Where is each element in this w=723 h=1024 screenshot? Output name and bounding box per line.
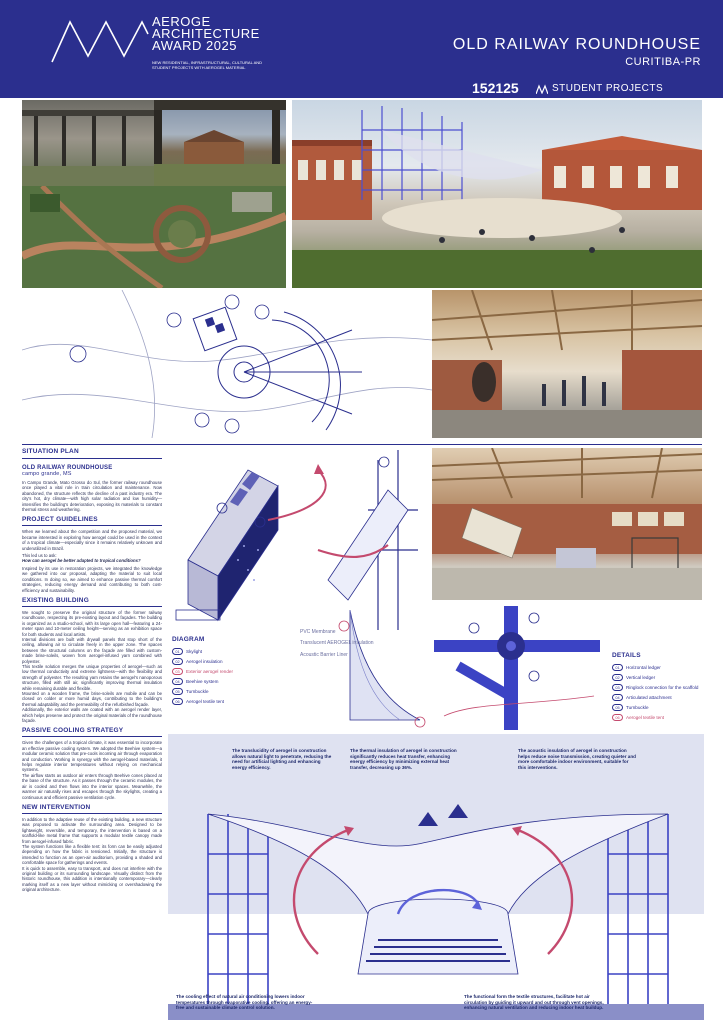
diagram-legend xyxy=(172,636,282,706)
layer-label-aerogel: Translucent AEROGEL insulation xyxy=(300,640,374,647)
axonometric-diagram xyxy=(168,450,428,635)
photo-aerial-site xyxy=(22,186,286,288)
situation-title: OLD RAILWAY ROUNDHOUSE xyxy=(22,465,113,471)
heading-rule xyxy=(22,813,162,814)
legend-item xyxy=(172,676,282,686)
existing-paragraph-4: Mounted on a wooden frame, the brise-soleils are mobile and can be closed on colder or more humid days, contributing to the building's thermal adaptability and the permeability of the refurbished façade. xyxy=(22,691,162,707)
legend-item xyxy=(172,666,282,676)
existing-paragraph-1: We sought to preserve the original structure of the former railway roundhouse, respecting its pre-existing layout and façades. The building is organized as a studio-school, with its large open hall—featuring a 24-meter span and 10-meter ceiling height—serving as an exhibition space for both students and local artists. xyxy=(22,609,162,637)
heading-rule xyxy=(22,736,162,737)
diagram-list xyxy=(172,646,282,706)
guidelines-paragraph-1: When we learned about the competition and the proposed material, we became interested in exploring how aerogel could be used in the context of a tropical climate—especially since it remains relatively unknown and underutilized in Brazil. xyxy=(22,529,162,551)
category-logo-icon xyxy=(536,84,548,94)
legend-number-badge: 04 xyxy=(172,678,183,685)
render-interior-exhibition xyxy=(432,448,702,600)
heading-rule xyxy=(22,525,162,526)
situation-subtitle: campo grande, MS xyxy=(22,471,72,477)
guidelines-question-lead: This led us to ask: xyxy=(22,553,57,559)
guidelines-question: How can aerogel be better adapted to tropical conditions? xyxy=(22,558,141,564)
scaffold-node-detail xyxy=(434,606,600,730)
callout-acoustic: The acoustic insulation of aerogel in construction helps reduce noise transmission, creating quieter and more comfortable indoor environment, suitable for this interventions. xyxy=(518,748,636,770)
legend-label: Horizontal ledger xyxy=(626,664,661,670)
section-divider xyxy=(22,444,702,445)
layer-label-acoustic: Acoustic Barrier Liner xyxy=(300,651,348,658)
guidelines-paragraph-2: Inspired by its use in restoration projects, we integrated the knowledge we gathered into our proposal, adapting the material to suit local conditions. In doing so, we aimed to enhance passive thermal comfort strategies, reducing energy demand and contributing to both cost-efficiency and sustainability. xyxy=(22,565,162,593)
photo-roundhouse-exterior xyxy=(154,100,286,186)
heading-rule xyxy=(22,606,162,607)
legend-label: Ringlock connection for the scaffold xyxy=(626,684,699,690)
text-column xyxy=(22,448,162,893)
render-exterior-plaza xyxy=(292,100,702,288)
legend-item xyxy=(612,712,704,722)
intervention-heading: NEW INTERVENTION xyxy=(22,803,91,811)
diagram-heading: DIAGRAM xyxy=(172,636,205,643)
legend-label: Articulated attachment xyxy=(626,694,672,700)
existing-paragraph-3: This textile solution merges the unique properties of aerogel—such as low thermal conductivity and extreme lightness—with the flexibility and strength of polyester. The resulting yarn retains the aerogel's nanoporous structure, filled with still air, significantly improving thermal insulation while remaining durable and flexible. xyxy=(22,663,162,691)
details-heading: DETAILS xyxy=(612,652,641,659)
legend-label: Skylight xyxy=(186,648,203,654)
site-plan-drawing xyxy=(22,290,432,438)
legend-item xyxy=(172,686,282,696)
legend-number-badge: 05 xyxy=(612,704,623,711)
details-list xyxy=(612,662,704,722)
legend-number-badge: 01 xyxy=(612,664,623,671)
existing-heading: EXISTING BUILDING xyxy=(22,596,89,604)
legend-label: Beehive system xyxy=(186,678,219,684)
legend-item xyxy=(172,646,282,656)
legend-number-badge: 02 xyxy=(612,674,623,681)
passive-heading: PASSIVE COOLING STRATEGY xyxy=(22,727,124,735)
legend-item xyxy=(612,682,704,692)
legend-number-badge: 03 xyxy=(612,684,623,691)
legend-item xyxy=(612,662,704,672)
award-logo-icon xyxy=(50,14,150,64)
tent-structure-detail xyxy=(290,610,430,730)
guidelines-heading: PROJECT GUIDELINES xyxy=(22,516,98,524)
legend-item xyxy=(612,702,704,712)
legend-number-badge: 03 xyxy=(172,668,183,675)
header-banner xyxy=(0,0,723,98)
passive-paragraph-2: The airflow starts as outdoor air enters through Beehive cones placed at the base of the structure. As it passes through the ceramic modules, the air is cooled and then flows into the interior spaces. Meanwhile, the warmer air naturally rises and escapes through the skylights, creating a continuous and efficient passive ventilation cycle. xyxy=(22,772,162,800)
intervention-paragraph-2: The system functions like a flexible tent: its form can be easily adjusted depending on how the fabric is tensioned. Initially, the structure is intended to function as an open-air auditorium, providing a shaded and comfortable space for gatherings and events. xyxy=(22,843,162,866)
heading-rule xyxy=(22,458,162,459)
intervention-paragraph-3: It is quick to assemble, easy to transport, and does not interfere with the original building or its surrounding landscape. Visually distinct from the historic roundhouse, this addition is intentionally contemporary—clearly marking itself as a new layer without mimicking or overshadowing the original architecture. xyxy=(22,865,162,893)
legend-item xyxy=(612,672,704,682)
legend-label: Exterior aerogel render xyxy=(186,668,233,674)
existing-paragraph-5: Additionally, the exterior walls are coated with an aerogel render layer, which helps preserve and protect the original materials of the roundhouse façade. xyxy=(22,707,162,724)
legend-label: Aerogel textile tent xyxy=(626,714,665,720)
legend-number-badge: 06 xyxy=(612,714,623,721)
render-interior-hall xyxy=(432,290,702,438)
callout-cooling: The cooling effect of natural air conditioning lowers indoor temperatures through evaporative cooling, offering an energy-free and sustainable climate control solution. xyxy=(176,994,313,1011)
situation-heading: SITUATION PLAN xyxy=(22,448,79,455)
legend-number-badge: 05 xyxy=(172,688,183,695)
situation-paragraph: In Campo Grande, Mato Grosso do Sul, the former railway roundhouse once played a vital role in train circulation and maintenance. Now abandoned, the structure reflects the decline of a past industry era. The city's hot, dry climate—with high solar radiation and low humidity—intensifies the building's deterioration, exposing its materials to constant thermal stress and weathering. xyxy=(22,480,162,513)
legend-label: Aerogel textile tent xyxy=(186,698,225,704)
award-title: AEROGE ARCHITECTURE AWARD 2025 xyxy=(152,14,260,53)
legend-number-badge: 06 xyxy=(172,698,183,705)
legend-item xyxy=(172,696,282,706)
legend-item xyxy=(612,692,704,702)
legend-item xyxy=(172,656,282,666)
project-id: 152125 xyxy=(472,80,519,96)
project-title: OLD RAILWAY ROUNDHOUSE xyxy=(452,36,701,53)
layer-labels xyxy=(300,630,380,658)
tent-auditorium-section xyxy=(168,734,704,1020)
photo-roundhouse-interior xyxy=(22,100,154,186)
details-legend xyxy=(612,652,704,722)
legend-label: Vertical ledger xyxy=(626,674,656,680)
legend-number-badge: 02 xyxy=(172,658,183,665)
award-subtitle: NEW RESIDENTIAL, INFRASTRUCTURAL, CULTURAL AND STUDENT PROJECTS WITH AEROGEL MATERIAL xyxy=(152,60,263,70)
project-city: CURITIBA-PR xyxy=(625,56,701,68)
existing-paragraph-2: Internal divisions are built with drywall panels that stop short of the ceiling, allowing air to circulate freely in the upper zone. The spaces between the structural columns on the façade are filled with custom-made brise-soleils, woven from aerogel-infused yarn combined with polyester. xyxy=(22,636,162,664)
passive-paragraph-1: Given the challenges of a tropical climate, it was essential to incorporate an effective passive cooling system. We adopted the Beehive system—a modular ceramic solution that pre-cools incoming air through evaporation and conduction. Working in synergy with the aerogel-based materials, it helps regulate interior temperatures without relying on mechanical systems. xyxy=(22,740,162,773)
callout-thermal: The thermal insulation of aerogel in construction significantly reduces heat transfer, enhancing energy efficiency by minimizing external heat transfer, decreasing up 36%. xyxy=(350,748,457,770)
legend-label: Aerogel insulation xyxy=(186,658,223,664)
callout-translucency: The translucidity of aerogel in construction allows natural light to penetrate, reducing the need for artificial lighting and enhancing energy efficiency. xyxy=(232,748,332,770)
layer-label-pvc: PVC Membrane xyxy=(300,629,336,635)
legend-number-badge: 01 xyxy=(172,648,183,655)
legend-label: Turnbuckle xyxy=(186,688,209,694)
callout-textile-form: The functional form the textile structures, facilitate hot air circulation by guiding it upward and out through vent openings, enhancing natural ventilation and reducing indoor heat buildup. xyxy=(464,994,604,1011)
intervention-paragraph-1: In addition to the adaptive reuse of the existing building, a new structure was proposed to activate the surrounding area. Designed to be lightweight, reversible, and temporary, the intervention is based on a scaffold-like metal frame that supports a modular textile canopy made from aerogel-infused fabric. xyxy=(22,816,162,844)
project-category: STUDENT PROJECTS xyxy=(552,83,664,94)
legend-label: Turnbuckle xyxy=(626,704,649,710)
legend-number-badge: 04 xyxy=(612,694,623,701)
